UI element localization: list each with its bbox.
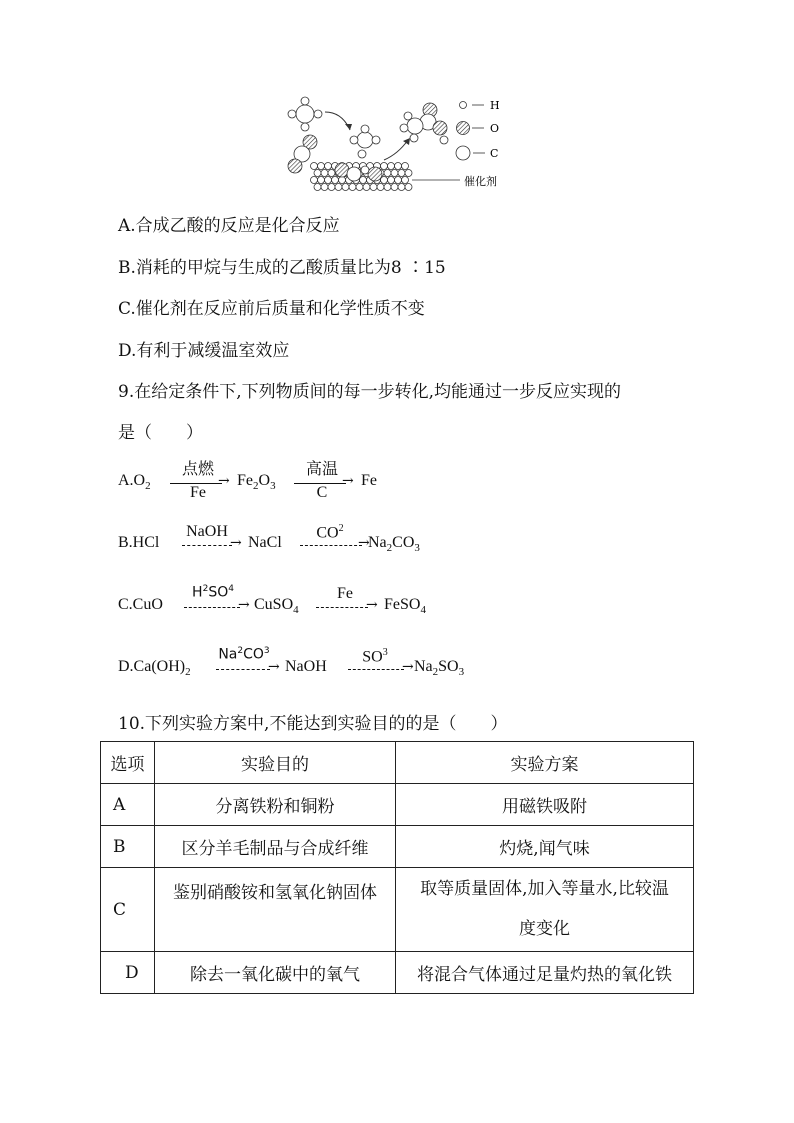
catalyst-bead [381, 163, 388, 170]
catalyst-bead [335, 184, 342, 191]
catalyst-bead [398, 170, 405, 177]
header-plan: 实验方案 [396, 742, 694, 784]
catalyst-bead [356, 184, 363, 191]
catalyst-bed [311, 163, 413, 191]
table-row [101, 784, 694, 826]
header-option: 选项 [101, 742, 155, 784]
q9d-cond1-top: $Na^2CO^3$ [218, 646, 270, 663]
q9-stem-line1: 9.在给定条件下,下列物质间的每一步转化,均能通过一步反应实现的 [118, 382, 622, 402]
q9a-cond1-top: 点燃 [181, 461, 214, 478]
catalyst-bead [370, 184, 377, 191]
header-purpose: 实验目的 [155, 742, 396, 784]
row-d-option: D [101, 952, 155, 994]
catalyst-bead [402, 177, 409, 184]
catalyst-bead [402, 163, 409, 170]
q9d-arrow1 [216, 669, 270, 670]
catalyst-bead [321, 184, 328, 191]
arrow-curve-1 [325, 112, 350, 130]
q9a-cond1-bottom: Fe [190, 484, 206, 501]
q9b-arrow1 [182, 545, 232, 546]
catalyst-bead [311, 177, 318, 184]
q8-option-b: B.消耗的甲烷与生成的乙酸质量比为8 ∶15 [118, 258, 446, 278]
q9d-mid: NaOH [285, 658, 327, 675]
catalyst-bead [349, 184, 356, 191]
q8-option-a: A.合成乙酸的反应是化合反应 [118, 216, 340, 236]
legend-label-c: C [490, 147, 499, 160]
catalyst-reaction-figure [280, 92, 520, 202]
q9c-arrow1 [184, 607, 240, 608]
catalyst-bead [328, 170, 335, 177]
catalyst-bead [318, 163, 325, 170]
catalyst-bead [395, 163, 402, 170]
q10-stem: 10.下列实验方案中,不能达到实验目的的是（ ） [118, 714, 508, 734]
catalyst-bead [405, 184, 412, 191]
q9c-end: FeSO$_4$ [384, 596, 426, 617]
row-a-plan: 用磁铁吸附 [396, 784, 694, 826]
catalyst-bead [342, 184, 349, 191]
catalyst-bead [325, 177, 332, 184]
row-b-option: B [101, 826, 155, 868]
q9c-cond2-top: Fe [337, 585, 353, 602]
q9b-label: B.HCl [118, 534, 160, 551]
methane-molecule [288, 97, 322, 131]
q9b-mid: NaCl [248, 534, 282, 551]
q9a-end: Fe [361, 472, 377, 489]
q9d-cond2-top: $SO^3$ [362, 647, 388, 666]
q9b-cond2-top: $CO^2$ [316, 523, 344, 542]
catalyst-bead [388, 163, 395, 170]
catalyst-bead [398, 184, 405, 191]
catalyst-bead [314, 170, 321, 177]
catalyst-bead [405, 170, 412, 177]
q9c-label: C.CuO [118, 596, 163, 613]
row-a-purpose: 分离铁粉和铜粉 [155, 784, 396, 826]
legend [456, 102, 485, 161]
catalyst-bead [391, 170, 398, 177]
catalyst-bead [388, 177, 395, 184]
q9d-label: $D.Ca(OH)_2$ [118, 658, 191, 679]
table-row [101, 868, 694, 952]
catalyst-bead [311, 163, 318, 170]
table-row [101, 952, 694, 994]
q9a-cond2-top: 高温 [305, 461, 338, 478]
q8-option-c: C.催化剂在反应前后质量和化学性质不变 [118, 299, 425, 319]
experiment-table [100, 741, 694, 994]
table-row [101, 826, 694, 868]
q9b-arrow2 [300, 545, 362, 546]
catalyst-bead [384, 170, 391, 177]
catalyst-bead [321, 170, 328, 177]
catalyst-bead [360, 177, 367, 184]
q9c-cond1-top: $H^2SO^4$ [192, 584, 234, 601]
q9a-cond2-bottom: C [316, 484, 328, 501]
catalyst-bead [314, 184, 321, 191]
q9b-end: $Na_2CO_3$ [368, 534, 420, 555]
q9-stem-line2: 是（ ） [118, 423, 203, 443]
legend-label-h: H [490, 99, 500, 112]
row-d-purpose: 除去一氧化碳中的氧气 [155, 952, 396, 994]
q9c-arrow2 [316, 607, 368, 608]
row-c-plan: 取等质量固体,加入等量水,比较温 度变化 [396, 868, 694, 952]
intermediate-molecule [350, 125, 380, 158]
table-header-row [101, 742, 694, 784]
q9d-end: $Na_2SO_3$ [414, 658, 465, 679]
legend-label-o: O [490, 122, 500, 135]
catalyst-bead [328, 184, 335, 191]
q9a-label: A.O [118, 472, 146, 489]
catalyst-bead [381, 177, 388, 184]
row-c-purpose: 鉴别硝酸铵和氢氧化钠固体 [155, 868, 396, 952]
q8-option-d: D.有利于减缓温室效应 [118, 341, 290, 361]
catalyst-bead [339, 177, 346, 184]
row-a-option: A [101, 784, 155, 826]
catalyst-bead [377, 184, 384, 191]
q9c-mid: CuSO$_4$ [254, 596, 299, 617]
catalyst-bead [325, 163, 332, 170]
catalyst-bead [395, 177, 402, 184]
catalyst-label: 催化剂 [464, 175, 497, 188]
q9b-cond1-top: NaOH [186, 523, 228, 540]
catalyst-bead [318, 177, 325, 184]
catalyst-bead [363, 184, 370, 191]
catalyst-bead [332, 177, 339, 184]
q9d-arrow2 [348, 669, 404, 670]
row-d-plan: 将混合气体通过足量灼热的氧化铁 [396, 952, 694, 994]
arrow-curve-2 [384, 140, 408, 160]
row-b-plan: 灼烧,闻气味 [396, 826, 694, 868]
row-b-purpose: 区分羊毛制品与合成纤维 [155, 826, 396, 868]
row-c-option: C [101, 868, 155, 952]
catalyst-bead [384, 184, 391, 191]
acetic-acid-molecule [400, 103, 448, 144]
catalyst-bead [391, 184, 398, 191]
